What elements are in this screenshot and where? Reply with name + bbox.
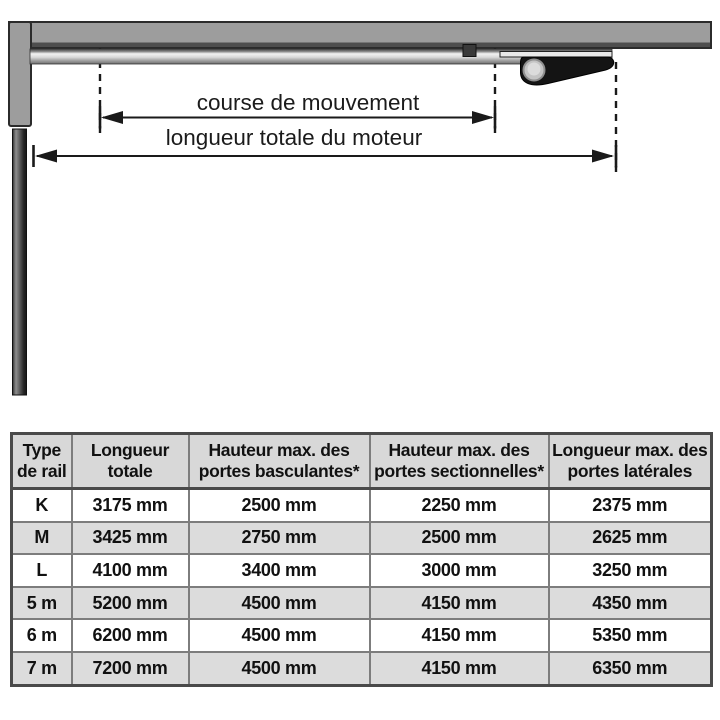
cell-sectionnelles: 4150 mm (370, 619, 549, 652)
rail-spec-table (10, 432, 713, 687)
cell-sectionnelles: 4150 mm (370, 652, 549, 685)
rail-trolley (463, 45, 476, 57)
dimension-course (100, 90, 495, 129)
cell-longueur-totale: 3175 mm (72, 489, 189, 522)
header-portes-laterales: Longueur max. des portes latérales (549, 434, 712, 489)
cell-longueur-totale: 7200 mm (72, 652, 189, 685)
cell-sectionnelles: 2500 mm (370, 522, 549, 555)
table-row-L (12, 554, 712, 587)
ceiling-bar-shadow-edge (10, 43, 710, 48)
cell-type: 7 m (12, 652, 72, 685)
cell-laterales: 3250 mm (549, 554, 712, 587)
total-length-label: longueur totale du moteur (165, 125, 423, 150)
cell-type: M (12, 522, 72, 555)
cell-sectionnelles: 2250 mm (370, 489, 549, 522)
cell-longueur-totale: 6200 mm (72, 619, 189, 652)
cell-longueur-totale: 5200 mm (72, 587, 189, 620)
cell-laterales: 6350 mm (549, 652, 712, 685)
rail-spec-table-container (10, 432, 710, 687)
header-portes-basculantes: Hauteur max. des portes basculantes* (189, 434, 370, 489)
table-row-5m (12, 587, 712, 620)
cell-type: K (12, 489, 72, 522)
header-type-de-rail: Type de rail (12, 434, 72, 489)
cell-type: 6 m (12, 619, 72, 652)
course-arrowhead-right (472, 111, 494, 124)
cell-laterales: 2625 mm (549, 522, 712, 555)
cell-basculantes: 2750 mm (189, 522, 370, 555)
rail-end-cover (500, 52, 612, 58)
cell-type: L (12, 554, 72, 587)
cell-laterales: 4350 mm (549, 587, 712, 620)
side-wall (9, 22, 31, 126)
cell-laterales: 5350 mm (549, 619, 712, 652)
cell-longueur-totale: 3425 mm (72, 522, 189, 555)
cell-basculantes: 4500 mm (189, 619, 370, 652)
cell-sectionnelles: 4150 mm (370, 587, 549, 620)
total-length-arrowhead-right (592, 150, 614, 163)
table-row-K (12, 489, 712, 522)
header-longueur-totale: Longueur totale (72, 434, 189, 489)
total-length-arrowhead-left (35, 150, 57, 163)
cell-basculantes: 4500 mm (189, 587, 370, 620)
course-label: course de mouvement (196, 90, 420, 115)
table-row-M (12, 522, 712, 555)
cell-type: 5 m (12, 587, 72, 620)
table-row-6m (12, 619, 712, 652)
header-portes-sectionnelles: Hauteur max. des portes sectionnelles* (370, 434, 549, 489)
cell-basculantes: 2500 mm (189, 489, 370, 522)
door-post (13, 129, 27, 395)
header-row (12, 434, 712, 489)
cell-longueur-totale: 4100 mm (72, 554, 189, 587)
course-arrowhead-left (101, 111, 123, 124)
cell-sectionnelles: 3000 mm (370, 554, 549, 587)
cell-laterales: 2375 mm (549, 489, 712, 522)
dimension-total-length (34, 125, 617, 168)
table-row-7m (12, 652, 712, 685)
cell-basculantes: 3400 mm (189, 554, 370, 587)
motor-lamp-highlight (528, 63, 541, 76)
cell-basculantes: 4500 mm (189, 652, 370, 685)
